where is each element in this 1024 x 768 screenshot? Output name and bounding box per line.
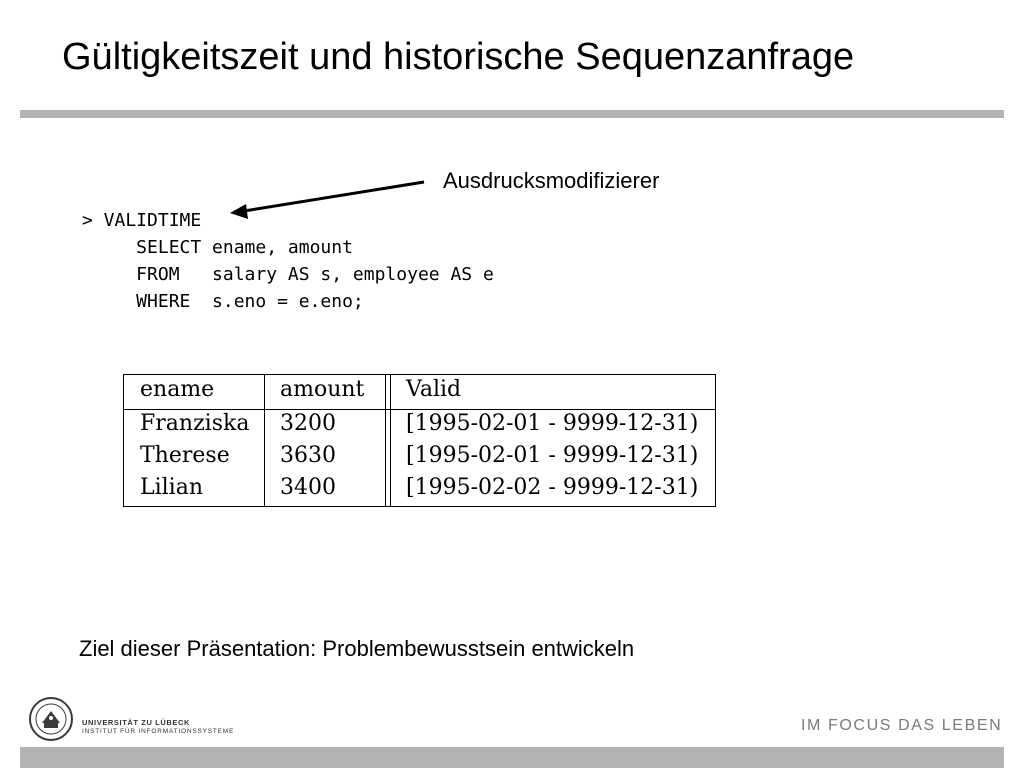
table-cell: 3200 (280, 411, 336, 436)
column-divider (385, 375, 386, 506)
table-cell: [1995-02-01 - 9999-12-31) (406, 443, 699, 468)
university-seal-icon (28, 696, 74, 742)
table-cell: [1995-02-02 - 9999-12-31) (406, 475, 699, 500)
result-table (123, 374, 716, 507)
slide-title: Gültigkeitszeit und historische Sequenzanfrage (62, 36, 855, 78)
header-valid: Valid (406, 377, 462, 402)
header-ename: ename (140, 377, 215, 402)
code-line: SELECT ename, amount (82, 237, 353, 258)
university-name: UNIVERSITÄT ZU LÜBECK (82, 718, 191, 727)
column-divider (390, 375, 391, 506)
column-divider (264, 375, 265, 506)
table-cell: Therese (140, 443, 230, 468)
code-line: FROM salary AS s, employee AS e (82, 264, 494, 285)
institute-name: INSTITUT FÜR INFORMATIONSSYSTEME (82, 728, 235, 735)
table-cell: [1995-02-01 - 9999-12-31) (406, 411, 699, 436)
code-line: WHERE s.eno = e.eno; (82, 291, 364, 312)
footer-bar (20, 747, 1004, 768)
sql-query (82, 207, 494, 315)
table-cell: Franziska (140, 411, 250, 436)
code-line: > VALIDTIME (82, 210, 202, 231)
table-cell: Lilian (140, 475, 204, 500)
table-cell: 3630 (280, 443, 336, 468)
slogan: IM FOCUS DAS LEBEN (801, 717, 1003, 734)
annotation-label: Ausdrucksmodifizierer (443, 168, 660, 193)
header-amount: amount (280, 377, 365, 402)
table-cell: 3400 (280, 475, 336, 500)
presentation-goal: Ziel dieser Präsentation: Problembewusstsein entwickeln (79, 636, 635, 661)
